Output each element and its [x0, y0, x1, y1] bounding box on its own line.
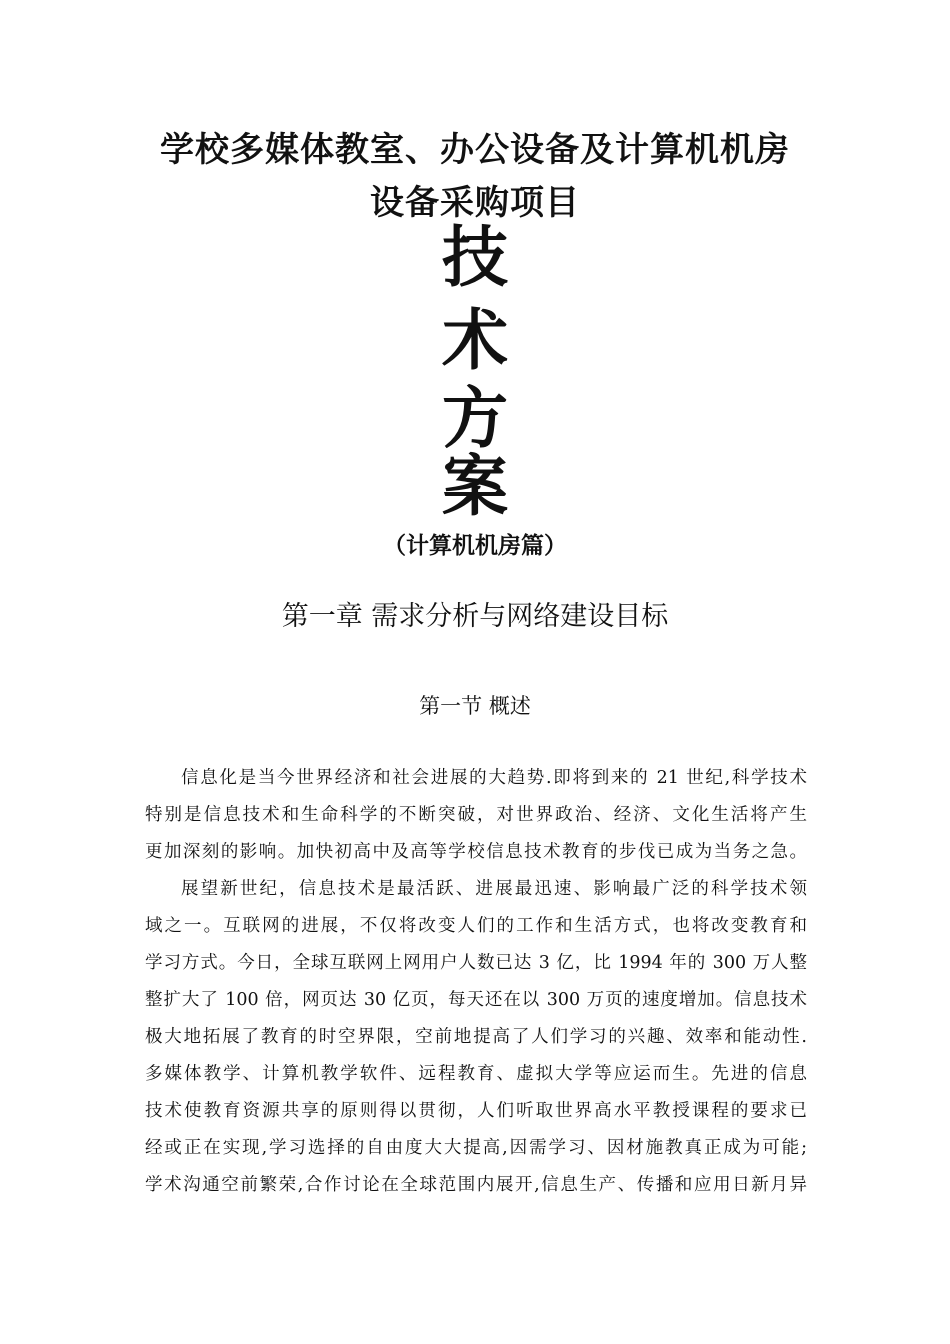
paragraph-1-line: 特别是信息技术和生命科学的不断突破，对世界政治、经济、文化生活将产生: [145, 805, 807, 825]
paragraph-2-line: 展望新世纪，信息技术是最活跃、进展最迅速、影响最广泛的科学技术领: [181, 879, 807, 899]
big-title-char: 案: [442, 448, 508, 525]
paragraph-2-line: 域之一。互联网的进展，不仅将改变人们的工作和生活方式，也将改变教育和: [145, 916, 807, 936]
document-title-line-1: 学校多媒体教室、办公设备及计算机机房: [160, 130, 790, 170]
paragraph-2-line: 多媒体教学、计算机教学软件、远程教育、虚拟大学等应运而生。先进的信息: [145, 1064, 807, 1084]
paragraph-2-line: 学习方式。今日，全球互联网上网用户人数已达 3 亿，比 1994 年的 300 万人整: [145, 953, 807, 973]
paragraph-1-line: 信息化是当今世界经济和社会进展的大趋势.即将到来的 21 世纪,科学技术: [181, 768, 807, 788]
big-title-char: 术: [442, 302, 508, 379]
paragraph-2-line: 极大地拓展了教育的时空界限，空前地提高了人们学习的兴趣、效率和能动性.: [145, 1027, 807, 1047]
paragraph-2-line: 经或正在实现,学习选择的自由度大大提高,因需学习、因材施教真正成为可能;: [145, 1138, 807, 1158]
big-title-char: 技: [442, 219, 508, 296]
document-title-line-2: 设备采购项目: [370, 183, 580, 223]
section-heading: 第一节 概述: [419, 694, 531, 718]
paragraph-2-line: 整扩大了 100 倍，网页达 30 亿页，每天还在以 300 万页的速度增加。信息技术: [145, 990, 807, 1010]
paragraph-2-line: 学术沟通空前繁荣,合作讨论在全球范围内展开,信息生产、传播和应用日新月异: [145, 1175, 807, 1195]
document-subtitle: （计算机机房篇）: [383, 533, 567, 559]
paragraph-1-line: 更加深刻的影响。加快初高中及高等学校信息技术教育的步伐已成为当务之急。: [145, 842, 807, 862]
big-title-char: 方: [442, 380, 508, 457]
chapter-heading: 第一章 需求分析与网络建设目标: [281, 601, 669, 632]
paragraph-2-line: 技术使教育资源共享的原则得以贯彻，人们听取世界高水平教授课程的要求已: [145, 1101, 807, 1121]
